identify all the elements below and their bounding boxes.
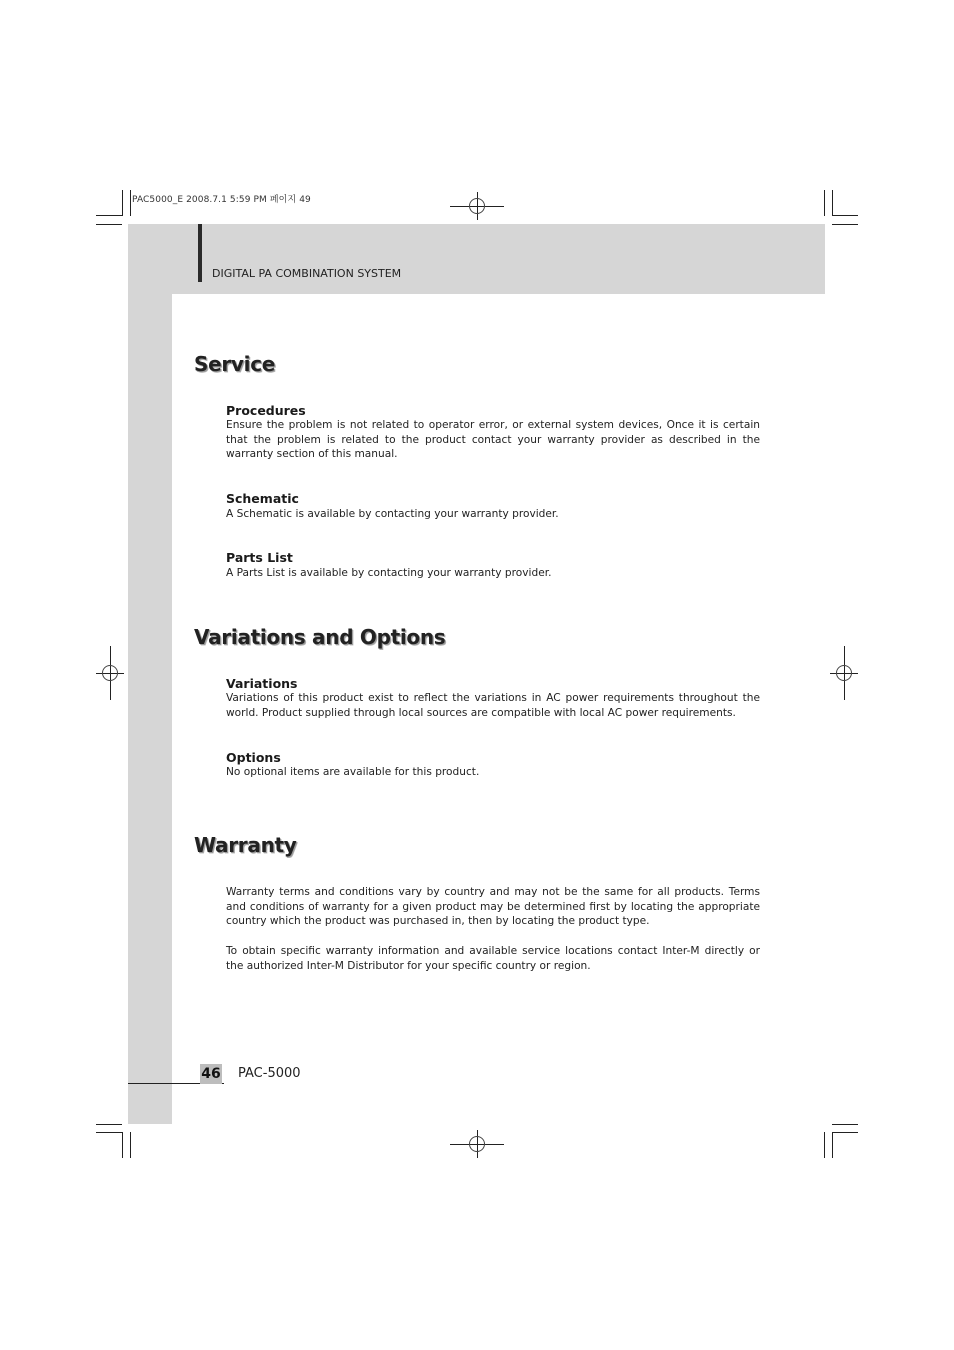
crop-mark: [832, 190, 833, 216]
crop-mark: [832, 224, 858, 225]
header-band: [128, 224, 825, 294]
registration-mark-bottom: [450, 1130, 504, 1158]
section-title-warranty: Warranty: [194, 833, 297, 857]
section-title-service: Service: [194, 352, 276, 376]
registration-mark-left: [96, 646, 124, 700]
crop-mark: [130, 190, 131, 216]
crop-mark: [824, 190, 825, 216]
crop-mark: [832, 1132, 833, 1158]
warranty-paragraph-2: To obtain specific warranty information and available service locations contact Inter-M directly or the authorized Inter-M Distributor for your specific country or region.: [226, 945, 760, 972]
left-margin-band: [128, 224, 172, 1124]
crop-mark: [130, 1132, 131, 1158]
crop-mark: [832, 215, 858, 216]
crop-mark: [96, 215, 122, 216]
parts-list-text: A Parts List is available by contacting your warranty provider.: [226, 567, 552, 579]
crop-mark: [832, 1124, 858, 1125]
subsection-title-procedures: Procedures: [226, 403, 306, 418]
print-slug: PAC5000_E 2008.7.1 5:59 PM 페이지 49: [132, 195, 311, 205]
registration-mark-top: [450, 192, 504, 220]
subsection-title-options: Options: [226, 750, 281, 765]
footer-model: PAC-5000: [238, 1066, 301, 1081]
crop-mark: [122, 190, 123, 216]
crop-mark: [832, 1132, 858, 1133]
registration-mark-right: [830, 646, 858, 700]
procedures-text: Ensure the problem is not related to operator error, or external system devices, Once it is certain that the problem is related to the product contact your warranty provider as described in the warranty section of this manual.: [226, 419, 760, 461]
crop-mark: [96, 1124, 122, 1125]
section-title-variations-options: Variations and Options: [194, 625, 446, 649]
crop-mark: [824, 1132, 825, 1158]
crop-mark: [96, 1132, 122, 1133]
crop-mark: [96, 224, 122, 225]
header-title: DIGITAL PA COMBINATION SYSTEM: [212, 267, 402, 280]
subsection-title-parts-list: Parts List: [226, 550, 293, 565]
schematic-text: A Schematic is available by contacting your warranty provider.: [226, 508, 559, 520]
subsection-title-schematic: Schematic: [226, 491, 299, 506]
page-number: 46: [201, 1066, 221, 1082]
subsection-title-variations: Variations: [226, 676, 298, 691]
crop-mark: [122, 1132, 123, 1158]
variations-text: Variations of this product exist to reflect the variations in AC power requirements throughout the world. Product supplied through local sources are compatible with local AC power requirements.: [226, 692, 760, 719]
warranty-paragraph-1: Warranty terms and conditions vary by country and may not be the same for all products. Terms and conditions of warranty for a given product may be determined first by locating the appropriate country which the product was purchased in, then by locating the product type.: [226, 886, 760, 928]
header-accent-bar: [198, 224, 202, 282]
options-text: No optional items are available for this product.: [226, 766, 480, 778]
